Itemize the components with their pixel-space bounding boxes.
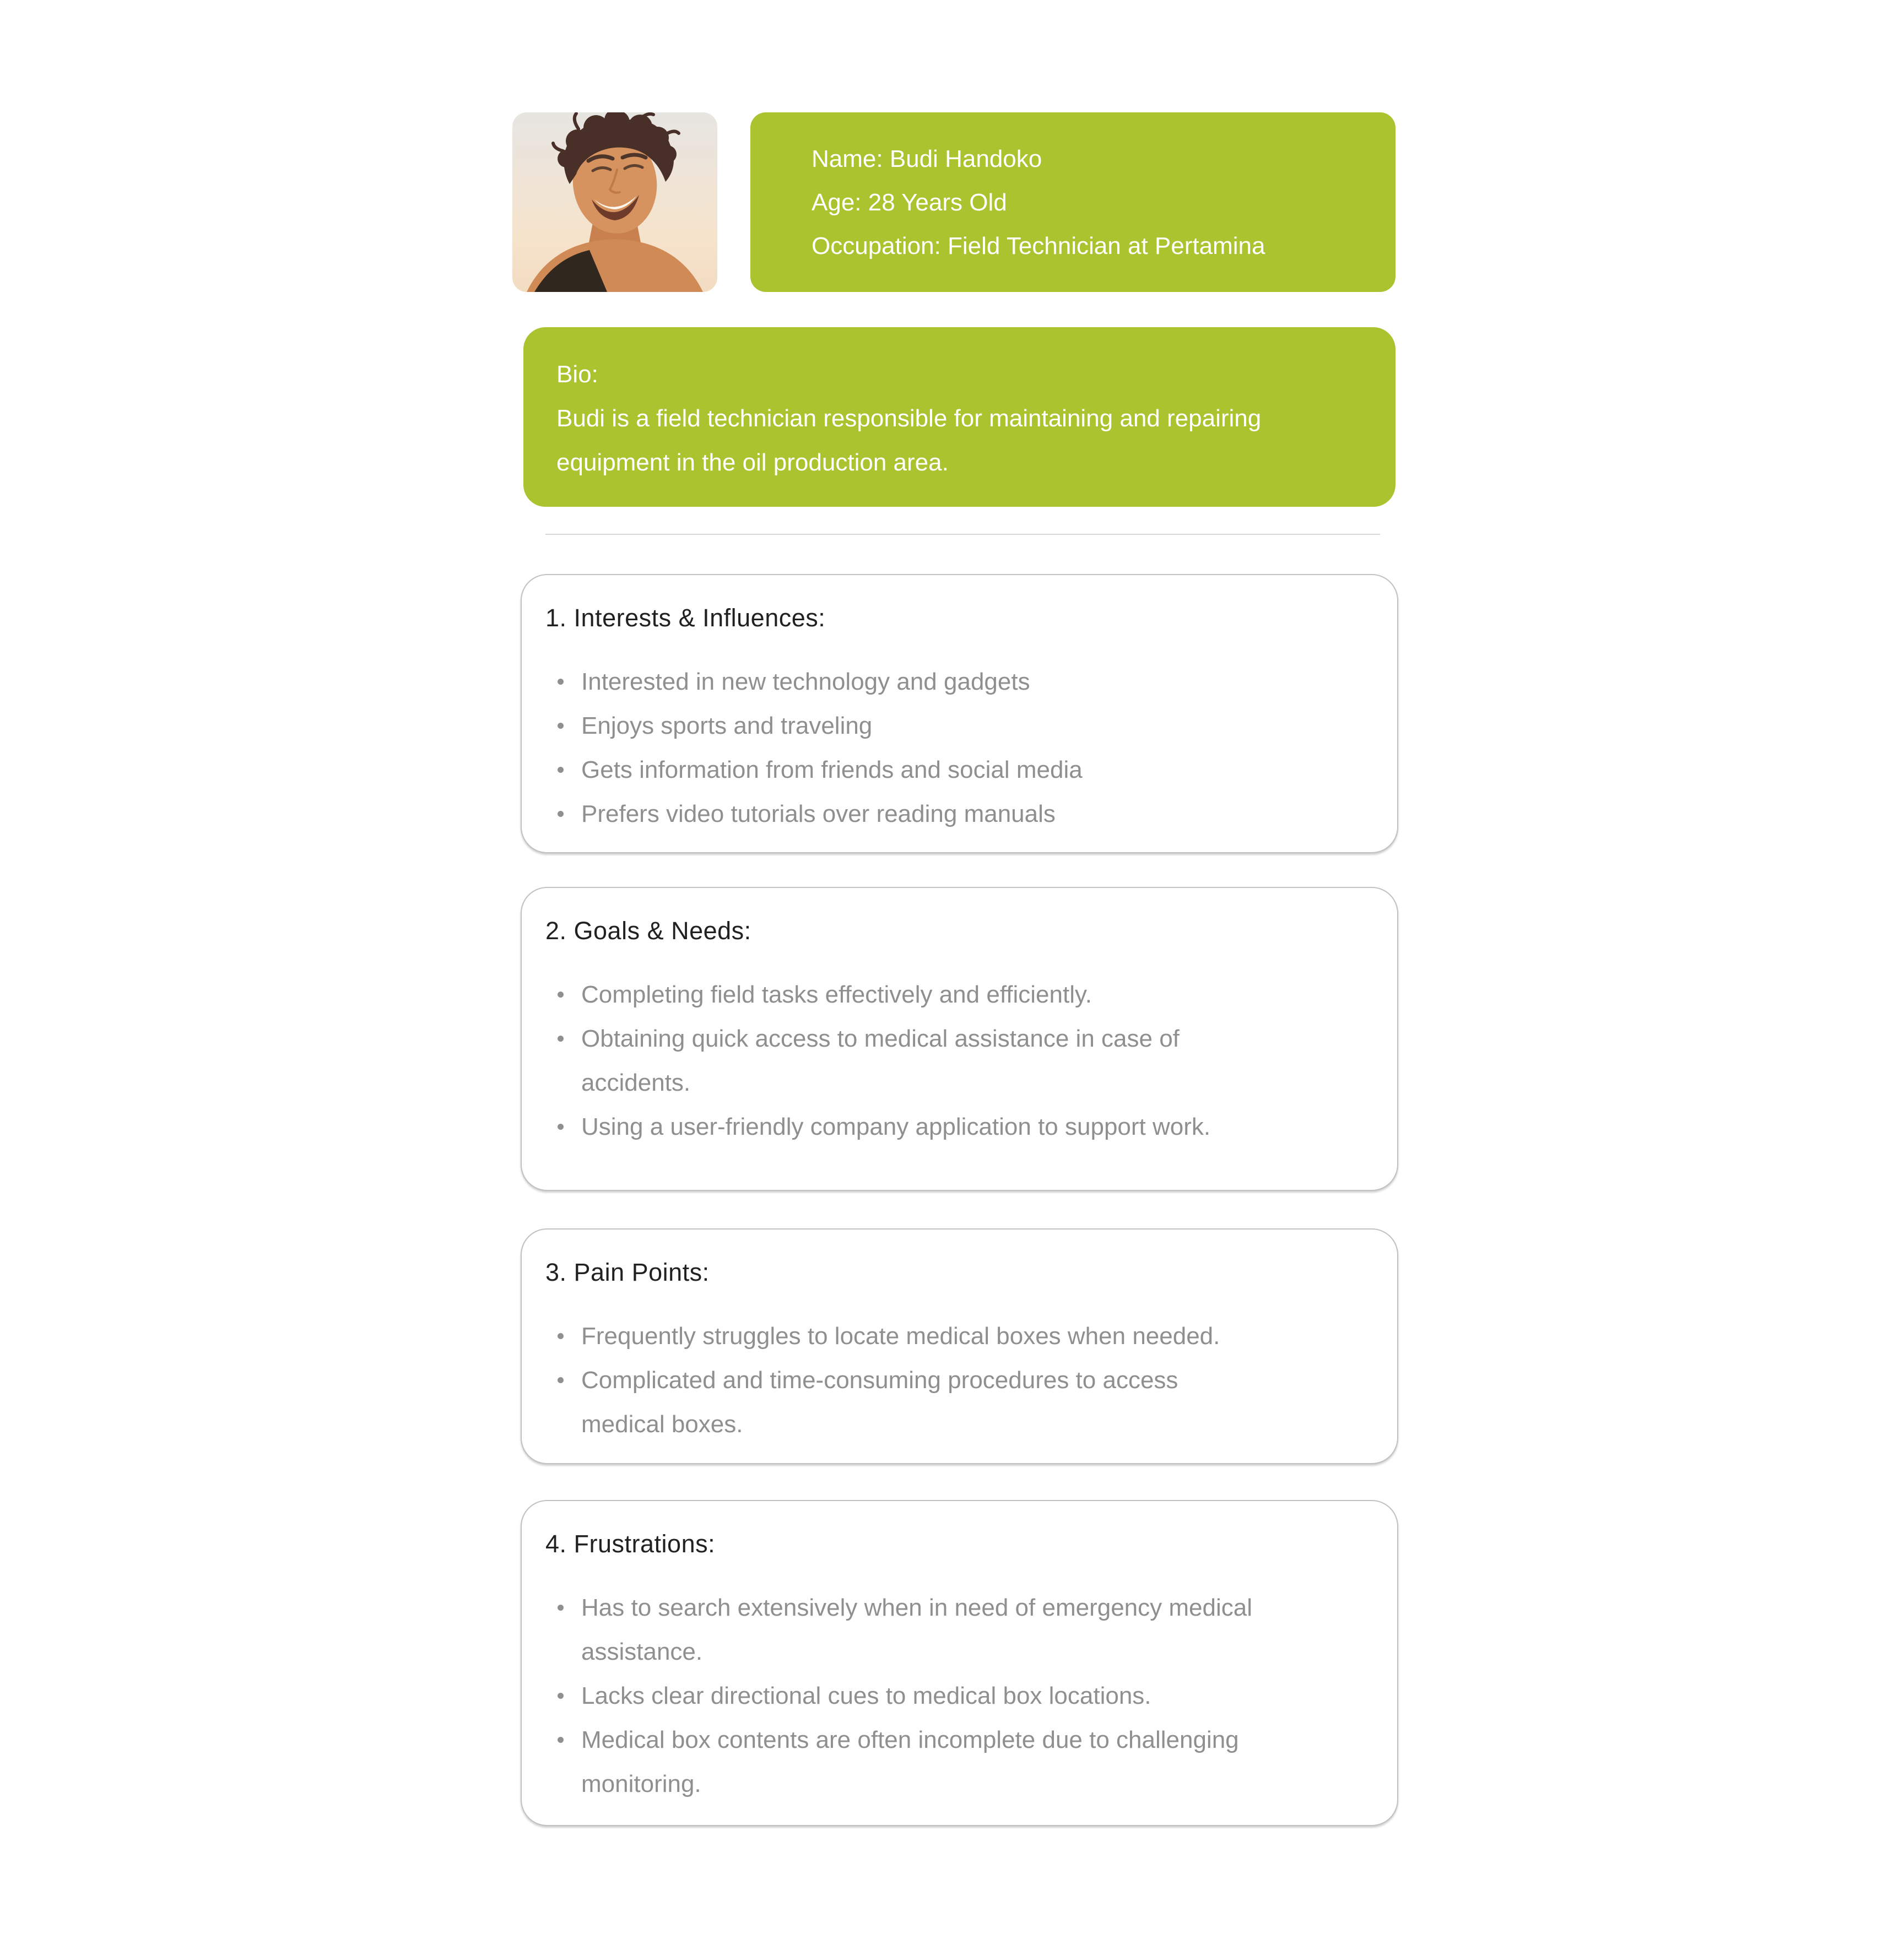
bullet-icon	[558, 767, 564, 773]
bullet-text: Interested in new technology and gadgets	[581, 668, 1030, 695]
list-item	[545, 792, 1260, 836]
bullet-icon	[558, 1036, 564, 1042]
section-divider	[545, 534, 1380, 535]
identity-card	[750, 112, 1395, 292]
bio-label: Bio:	[556, 361, 598, 388]
bullet-list	[545, 1586, 1260, 1806]
list-item	[545, 1674, 1260, 1718]
section-title: 1. Interests & Influences:	[545, 604, 826, 632]
bullet-icon	[558, 1333, 564, 1339]
profile-photo-illustration	[512, 112, 717, 292]
bullet-text: Gets information from friends and social media	[581, 756, 1083, 783]
list-item	[545, 748, 1260, 792]
section-title: 3. Pain Points:	[545, 1258, 710, 1286]
bullet-list	[545, 660, 1260, 836]
bullet-text: Prefers video tutorials over reading manuals	[581, 800, 1056, 827]
bullet-icon	[558, 1693, 564, 1699]
section-title: 2. Goals & Needs:	[545, 917, 751, 945]
bullet-text: Lacks clear directional cues to medical box locations.	[581, 1682, 1151, 1709]
list-item	[545, 660, 1260, 704]
bullet-icon	[558, 1605, 564, 1611]
bullet-text: Frequently struggles to locate medical boxes when needed.	[581, 1323, 1220, 1350]
list-item	[545, 973, 1260, 1017]
bullet-text: Medical box contents are often incomplete due to challenging monitoring.	[581, 1726, 1239, 1797]
profile-photo	[512, 112, 717, 292]
bullet-list	[545, 973, 1260, 1149]
bullet-icon	[558, 723, 564, 729]
bullet-list	[545, 1314, 1260, 1447]
age-line: Age: 28 Years Old	[812, 188, 1007, 216]
bullet-icon	[558, 811, 564, 817]
list-item	[545, 1017, 1260, 1105]
section-card-pain-points	[521, 1228, 1398, 1464]
bullet-icon	[558, 1377, 564, 1383]
bullet-text: Completing field tasks effectively and efficiently.	[581, 981, 1092, 1008]
list-item	[545, 1358, 1260, 1447]
list-item	[545, 1586, 1260, 1674]
list-item	[545, 704, 1260, 748]
name-line: Name: Budi Handoko	[812, 145, 1042, 172]
bullet-icon	[558, 679, 564, 685]
bullet-text: Complicated and time-consuming procedures to access medical boxes.	[581, 1367, 1178, 1438]
section-card-frustrations	[521, 1500, 1398, 1826]
bullet-text: Using a user-friendly company application to support work.	[581, 1113, 1211, 1140]
bullet-icon	[558, 1124, 564, 1130]
list-item	[545, 1314, 1260, 1358]
section-card-goals	[521, 887, 1398, 1191]
occupation-line: Occupation: Field Technician at Pertamina	[812, 232, 1265, 259]
bullet-text: Has to search extensively when in need of emergency medical assistance.	[581, 1594, 1252, 1665]
list-item	[545, 1718, 1260, 1806]
bullet-icon	[558, 1737, 564, 1743]
bullet-icon	[558, 992, 564, 998]
list-item	[545, 1105, 1260, 1149]
section-title: 4. Frustrations:	[545, 1530, 716, 1558]
bio-text: Budi is a field technician responsible for maintaining and repairing equipment in the oil production area.	[556, 405, 1262, 476]
bio-card	[523, 327, 1395, 507]
bullet-text: Obtaining quick access to medical assistance in case of accidents.	[581, 1025, 1180, 1096]
section-card-interests	[521, 574, 1398, 853]
bullet-text: Enjoys sports and traveling	[581, 712, 873, 739]
